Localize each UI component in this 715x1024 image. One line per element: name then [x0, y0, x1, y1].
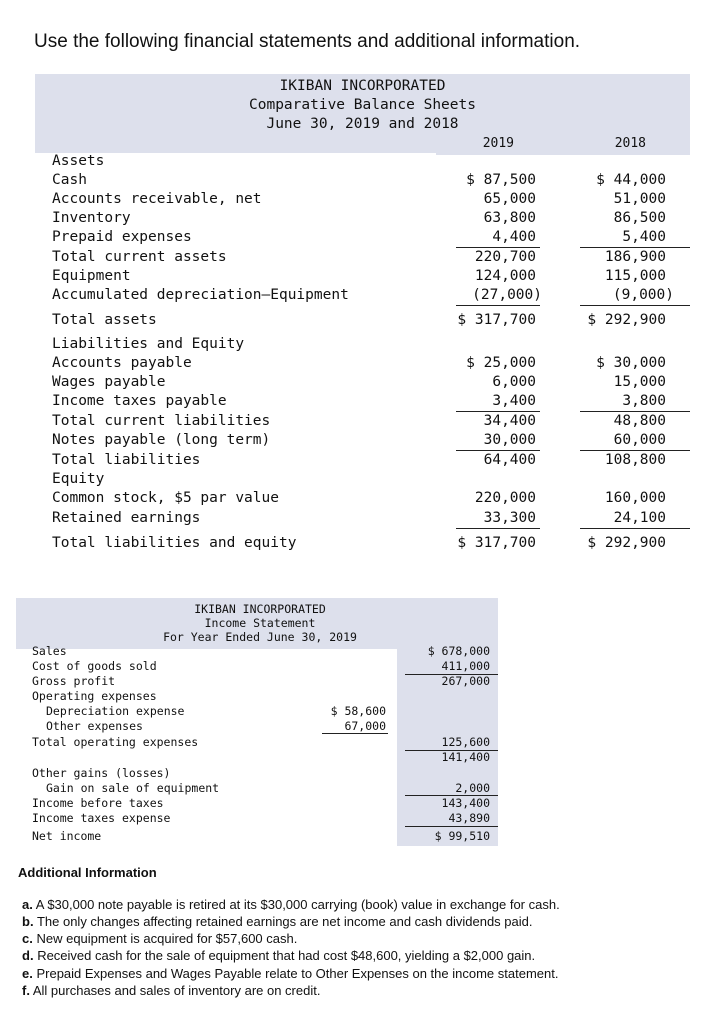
value: 43,890: [448, 811, 490, 825]
row-label: Accounts receivable, net: [52, 191, 262, 207]
info-item-text: A $30,000 note payable is retired at its $30,000 carrying (book) value in exchange for cash.: [35, 897, 560, 912]
row-label: Gross profit: [32, 674, 116, 688]
row-label: Income taxes payable: [52, 393, 227, 409]
info-item-text: Received cash for the sale of equipment that had cost $48,600, yielding a $2,000 gain.: [37, 948, 536, 963]
row-label: Total current liabilities: [52, 413, 271, 429]
value-2018: $ 44,000: [596, 172, 666, 188]
value: 125,600: [441, 735, 490, 749]
balance-sheet-column-band: [436, 153, 690, 155]
info-item-letter: c.: [22, 931, 33, 946]
row-label: Other expenses: [46, 719, 143, 733]
value-2019: 64,400: [483, 452, 536, 468]
balance-sheet-title: Comparative Balance Sheets: [249, 97, 476, 113]
value: $ 58,600: [330, 704, 386, 718]
value: 143,400: [441, 796, 490, 810]
underline: [322, 733, 388, 734]
income-statement-title: Income Statement: [204, 616, 316, 630]
info-item-text: All purchases and sales of inventory are on credit.: [32, 983, 321, 998]
row-label: Cost of goods sold: [32, 659, 157, 673]
info-item: [22, 931, 297, 946]
value: 411,000: [441, 659, 490, 673]
info-item-letter: d.: [22, 948, 34, 963]
value-2018: 5,400: [622, 229, 666, 245]
row-label: Wages payable: [52, 374, 166, 390]
value: $ 678,000: [427, 644, 490, 658]
value-2018: $ 292,900: [587, 535, 666, 551]
underline: [580, 305, 690, 306]
underline: [456, 528, 540, 529]
value-2019: 220,700: [474, 249, 536, 265]
value-2019: 6,000: [492, 374, 536, 390]
value: 2,000: [455, 781, 490, 795]
value-2018: 186,900: [604, 249, 666, 265]
info-item: [22, 897, 560, 912]
value-2018: 51,000: [613, 191, 666, 207]
underline: [456, 450, 540, 451]
value-2019: $ 25,000: [466, 355, 536, 371]
value-2018: 115,000: [604, 268, 666, 284]
value-2019: (27,000): [472, 287, 542, 303]
row-label: Common stock, $5 par value: [52, 490, 279, 506]
row-label: Other gains (losses): [32, 766, 171, 780]
row-label: Equipment: [52, 268, 131, 284]
info-item-text: New equipment is acquired for $57,600 cash.: [36, 931, 298, 946]
row-label: Accounts payable: [52, 355, 192, 371]
value-2018: 108,800: [604, 452, 666, 468]
row-label: Depreciation expense: [46, 704, 185, 718]
value-2019: 30,000: [483, 432, 536, 448]
value-2019: 65,000: [483, 191, 536, 207]
info-item: [22, 983, 320, 998]
value-2019: $ 87,500: [466, 172, 536, 188]
row-label: Retained earnings: [52, 510, 201, 526]
row-label: Income taxes expense: [32, 811, 171, 825]
value-2018: 160,000: [604, 490, 666, 506]
underline: [580, 528, 690, 529]
info-item: [22, 966, 558, 981]
row-label: Total current assets: [52, 249, 227, 265]
value-2018: 86,500: [613, 210, 666, 226]
underline: [456, 411, 540, 412]
value-2019: 34,400: [483, 413, 536, 429]
row-label: Inventory: [52, 210, 131, 226]
row-label: Cash: [52, 172, 87, 188]
value-2018: 3,800: [622, 393, 666, 409]
underline: [405, 826, 498, 827]
value-2019: $ 317,700: [457, 312, 536, 328]
row-label: Net income: [32, 829, 102, 843]
value: 141,400: [441, 750, 490, 764]
row-label: Prepaid expenses: [52, 229, 192, 245]
value-2019: $ 317,700: [457, 535, 536, 551]
value-2019: 4,400: [492, 229, 536, 245]
underline: [580, 247, 690, 248]
info-item-text: Prepaid Expenses and Wages Payable relate to Other Expenses on the income statement.: [36, 966, 559, 981]
value: 267,000: [441, 674, 490, 688]
row-label: Total assets: [52, 312, 157, 328]
value-2019: 63,800: [483, 210, 536, 226]
row-label: Total liabilities: [52, 452, 201, 468]
value-2018: $ 292,900: [587, 312, 666, 328]
underline: [456, 305, 540, 306]
value-2019: 33,300: [483, 510, 536, 526]
additional-info-title: Additional Information: [18, 865, 157, 880]
row-label: Gain on sale of equipment: [46, 781, 220, 795]
value-2019: 3,400: [492, 393, 536, 409]
value-2018: $ 30,000: [596, 355, 666, 371]
value: 67,000: [344, 719, 386, 733]
info-item: [22, 914, 532, 929]
value-2018: (9,000): [612, 287, 674, 303]
value: $ 99,510: [434, 829, 490, 843]
value-2018: 24,100: [613, 510, 666, 526]
equity-heading: Equity: [52, 471, 105, 487]
underline: [580, 450, 690, 451]
row-label: Total liabilities and equity: [52, 535, 297, 551]
row-label: Operating expenses: [32, 689, 157, 703]
row-label: Income before taxes: [32, 796, 164, 810]
info-item-text: The only changes affecting retained earnings are net income and cash dividends paid.: [36, 914, 533, 929]
column-header-2019: 2019: [482, 136, 514, 151]
info-item-letter: a.: [22, 897, 33, 912]
info-item-letter: e.: [22, 966, 33, 981]
value-2019: 124,000: [474, 268, 536, 284]
income-statement-company: IKIBAN INCORPORATED: [194, 602, 326, 616]
value-2019: 220,000: [474, 490, 536, 506]
info-item-letter: b.: [22, 914, 34, 929]
value-2018: 15,000: [613, 374, 666, 390]
row-label: Total operating expenses: [32, 735, 199, 749]
balance-sheet-company: IKIBAN INCORPORATED: [279, 78, 446, 94]
underline: [580, 411, 690, 412]
assets-heading: Assets: [52, 153, 105, 169]
income-statement-period: For Year Ended June 30, 2019: [163, 630, 357, 644]
row-label: Sales: [32, 644, 67, 658]
info-item-letter: f.: [22, 983, 30, 998]
underline: [456, 247, 540, 248]
value-2018: 60,000: [613, 432, 666, 448]
liabilities-heading: Liabilities and Equity: [52, 336, 245, 352]
balance-sheet-date: June 30, 2019 and 2018: [266, 116, 459, 132]
row-label: Accumulated depreciation—Equipment: [52, 287, 349, 303]
column-header-2018: 2018: [614, 136, 646, 151]
page-heading: Use the following financial statements and additional information.: [34, 31, 581, 52]
value-2018: 48,800: [613, 413, 666, 429]
row-label: Notes payable (long term): [52, 432, 271, 448]
info-item: [22, 948, 535, 963]
